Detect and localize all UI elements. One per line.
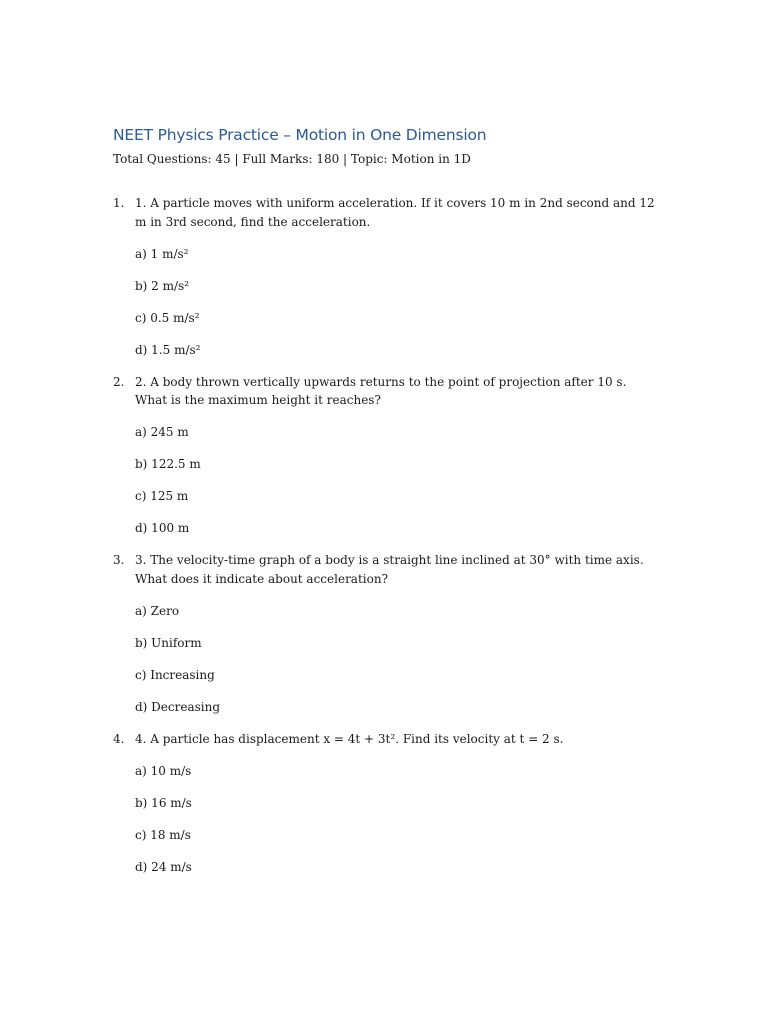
question-item xyxy=(113,373,661,538)
document-page xyxy=(113,124,661,876)
question-number: 1. xyxy=(113,196,125,210)
answer-option: b) Uniform xyxy=(135,635,202,650)
answer-option: a) 10 m/s xyxy=(135,763,192,778)
answer-option: d) 100 m xyxy=(135,521,190,535)
question-text: 1. A particle moves with uniform acceleration. If it covers 10 m in 2nd second and 12 m in 3rd second, find the acceleration. xyxy=(135,196,655,229)
question-number: 3. xyxy=(113,553,125,567)
answer-option: a) Zero xyxy=(135,603,180,618)
question-text: 4. A particle has displacement x = 4t + 3t². Find its velocity at t = 2 s. xyxy=(135,731,564,746)
answer-option: d) 24 m/s xyxy=(135,859,192,874)
answer-option: b) 122.5 m xyxy=(135,457,201,471)
answer-option: d) 1.5 m/s² xyxy=(135,342,201,357)
answer-option: c) 125 m xyxy=(135,489,189,503)
question-text: 2. A body thrown vertically upwards returns to the point of projection after 10 s. What is the maximum height it reaches? xyxy=(135,374,627,407)
answer-option: b) 2 m/s² xyxy=(135,278,190,293)
answer-option: d) Decreasing xyxy=(135,699,221,714)
answer-option: c) Increasing xyxy=(135,667,215,682)
question-number: 2. xyxy=(113,374,125,389)
answer-option: c) 0.5 m/s² xyxy=(135,310,200,325)
question-text: 3. The velocity-time graph of a body is a straight line inclined at 30° with time axis. What does it indicate about acceleration? xyxy=(135,553,644,586)
question-item xyxy=(113,194,661,359)
question-number: 4. xyxy=(113,731,125,746)
answer-option: b) 16 m/s xyxy=(135,795,192,810)
answer-option: c) 18 m/s xyxy=(135,827,191,842)
question-list xyxy=(113,194,661,876)
answer-option: a) 245 m xyxy=(135,425,189,439)
document-meta: Total Questions: 45 | Full Marks: 180 | Topic: Motion in 1D xyxy=(113,152,471,166)
question-item xyxy=(113,730,661,877)
question-item xyxy=(113,551,661,716)
answer-option: a) 1 m/s² xyxy=(135,246,189,261)
document-title: NEET Physics Practice – Motion in One Dimension xyxy=(113,126,487,144)
